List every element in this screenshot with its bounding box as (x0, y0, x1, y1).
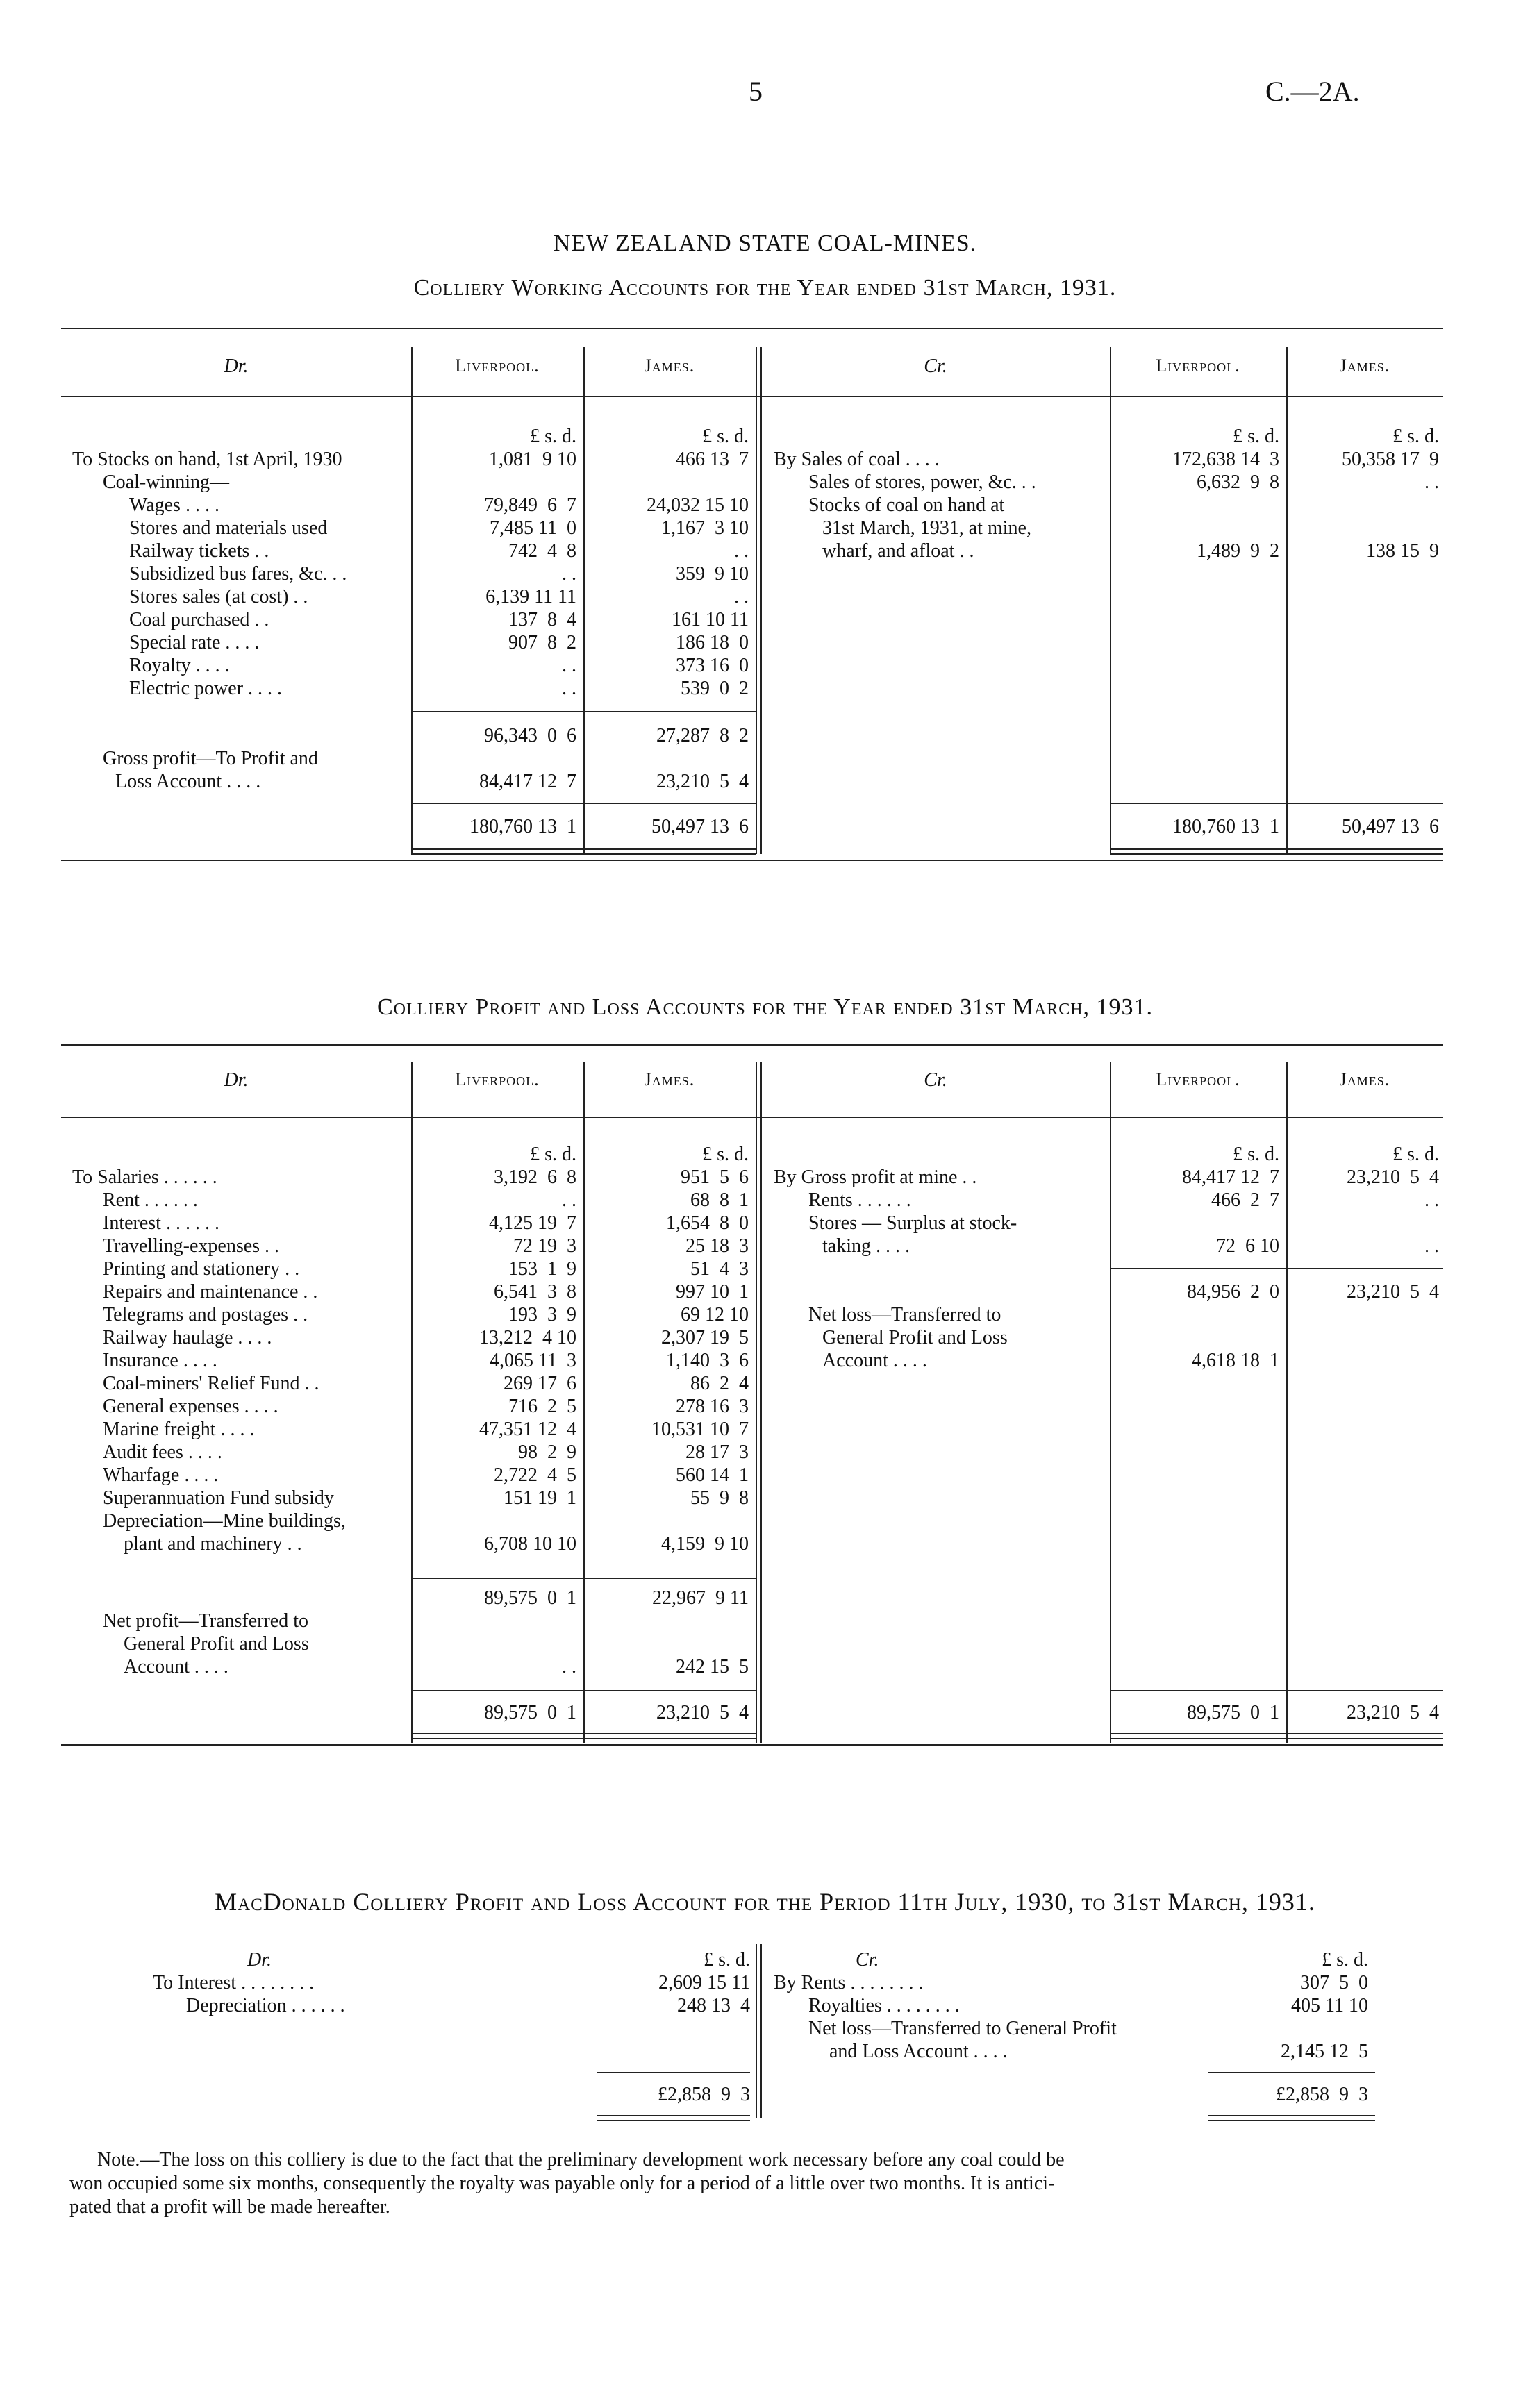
pl-dr-row-label: Coal-miners' Relief Fund . . (103, 1373, 319, 1394)
footnote-line: Note.—The loss on this colliery is due to the fact that the preliminary development work necessary before any coal could be (97, 2149, 1065, 2171)
pl-cr-net-label: Account . . . . (822, 1350, 927, 1371)
working-dr-liverpool-value: . . (562, 678, 576, 699)
working-accounts-title: Colliery Working Accounts for the Year ended 31st March, 1931. (413, 275, 1117, 301)
working-dr-james-value: 359 9 10 (676, 563, 749, 585)
working-dr-gross-label: Gross profit—To Profit and (103, 748, 318, 769)
pl-cr-row-label: taking . . . . (822, 1235, 910, 1257)
pl-dr-james-value: 4,159 9 10 (661, 1533, 749, 1555)
pl-cr-james-total: 23,210 5 4 (1347, 1702, 1439, 1723)
lsd-label: £ s. d. (530, 426, 576, 447)
pl-dr-liverpool-value: 13,212 4 10 (479, 1327, 576, 1348)
pl-dr-james-value: 68 8 1 (690, 1189, 749, 1211)
pl-dr-row-label: To Salaries . . . . . . (72, 1167, 217, 1188)
working-dr-row-label: Coal-winning— (103, 471, 229, 493)
pl-dr-james-value: 51 4 3 (690, 1258, 749, 1280)
macdonald-dr-row-label: To Interest . . . . . . . . (153, 1972, 315, 1993)
pl-dr-row-label: Depreciation—Mine buildings, (103, 1510, 346, 1532)
pl-dr-row-label: Railway haulage . . . . (103, 1327, 272, 1348)
macdonald-dr-value: 248 13 4 (677, 1995, 750, 2016)
pl-dr-liverpool-value: 4,125 19 7 (489, 1212, 576, 1234)
pl-dr-james-subtotal: 22,967 9 11 (652, 1587, 749, 1609)
macdonald-cr-value: 2,145 12 5 (1281, 2041, 1368, 2062)
working-dr-row-label: Special rate . . . . (129, 632, 260, 653)
pl-cr-liverpool-value: 84,417 12 7 (1182, 1167, 1279, 1188)
pl-cr-header: Cr. (924, 1069, 947, 1091)
working-dr-liverpool-value: 137 8 4 (508, 609, 576, 630)
working-cr-liverpool-header: Liverpool. (1156, 356, 1240, 376)
pl-cr-james-header: James. (1339, 1069, 1390, 1089)
pl-accounts-title: Colliery Profit and Loss Accounts for the Year ended 31st March, 1931. (376, 994, 1154, 1020)
footnote-line: pated that a profit will be made hereafter. (69, 2196, 390, 2218)
working-dr-james-subtotal: 27,287 8 2 (656, 725, 749, 746)
pl-dr-liverpool-value: 72 19 3 (513, 1235, 576, 1257)
pl-cr-liverpool-header: Liverpool. (1156, 1069, 1240, 1089)
working-cr-liverpool-value: 172,638 14 3 (1172, 449, 1279, 470)
pl-cr-row-label: By Gross profit at mine . . (774, 1167, 977, 1188)
working-dr-row-label: Royalty . . . . (129, 655, 230, 676)
pl-dr-james-total: 23,210 5 4 (656, 1702, 749, 1723)
working-dr-james-value: . . (734, 540, 749, 562)
working-cr-james-value: . . (1424, 471, 1439, 493)
pl-dr-row-label: Superannuation Fund subsidy (103, 1487, 334, 1509)
pl-dr-liverpool-value: 193 3 9 (508, 1304, 576, 1326)
pl-dr-row-label: Audit fees . . . . (103, 1441, 222, 1463)
working-dr-liverpool-value: 79,849 6 7 (484, 494, 576, 516)
pl-cr-row-label: Rents . . . . . . (808, 1189, 911, 1211)
page-number: 5 (749, 76, 763, 107)
macdonald-cr-total: £2,858 9 3 (1276, 2084, 1368, 2105)
pl-dr-liverpool-net: . . (562, 1656, 576, 1678)
pl-cr-liverpool-value: 466 2 7 (1211, 1189, 1279, 1211)
pl-dr-row-label: Travelling-expenses . . (103, 1235, 280, 1257)
working-dr-james-value: 186 18 0 (676, 632, 749, 653)
working-cr-row-label: By Sales of coal . . . . (774, 449, 940, 470)
pl-dr-liverpool-value: 47,351 12 4 (479, 1419, 576, 1440)
pl-dr-james-value: 1,140 3 6 (666, 1350, 749, 1371)
working-dr-liverpool-value: . . (562, 655, 576, 676)
lsd-label: £ s. d. (1233, 1144, 1279, 1165)
working-dr-james-value: 539 0 2 (681, 678, 749, 699)
working-cr-liverpool-value: 6,632 9 8 (1197, 471, 1279, 493)
working-dr-row-label: Railway tickets . . (129, 540, 269, 562)
working-cr-row-label: wharf, and afloat . . (822, 540, 974, 562)
pl-dr-james-value: 28 17 3 (685, 1441, 749, 1463)
pl-dr-james-net: 242 15 5 (676, 1656, 749, 1678)
page-title: NEW ZEALAND STATE COAL-MINES. (553, 231, 977, 256)
working-cr-liverpool-total: 180,760 13 1 (1172, 816, 1279, 837)
pl-dr-liverpool-value: 98 2 9 (518, 1441, 576, 1463)
pl-dr-james-value: 560 14 1 (676, 1464, 749, 1486)
pl-dr-liverpool-value: 269 17 6 (504, 1373, 576, 1394)
pl-dr-row-label: General expenses . . . . (103, 1396, 278, 1417)
working-dr-james-total: 50,497 13 6 (651, 816, 749, 837)
working-dr-liverpool-value: . . (562, 563, 576, 585)
pl-dr-james-value: 951 5 6 (681, 1167, 749, 1188)
pl-cr-liverpool-total: 89,575 0 1 (1187, 1702, 1279, 1723)
lsd-label: £ s. d. (1392, 426, 1439, 447)
pl-dr-liverpool-subtotal: 89,575 0 1 (484, 1587, 576, 1609)
working-dr-header: Dr. (224, 356, 249, 377)
pl-cr-net-label: Net loss—Transferred to (808, 1304, 1001, 1326)
pl-cr-liverpool-net: 4,618 18 1 (1192, 1350, 1279, 1371)
working-dr-liverpool-value: 907 8 2 (508, 632, 576, 653)
pl-dr-liverpool-value: 4,065 11 3 (490, 1350, 576, 1371)
working-dr-james-gross: 23,210 5 4 (656, 771, 749, 792)
working-dr-liverpool-subtotal: 96,343 0 6 (484, 725, 576, 746)
pl-dr-james-value: 278 16 3 (676, 1396, 749, 1417)
pl-dr-liverpool-value: 3,192 6 8 (494, 1167, 576, 1188)
pl-dr-row-label: Wharfage . . . . (103, 1464, 219, 1486)
pl-dr-liverpool-value: 2,722 4 5 (494, 1464, 576, 1486)
macdonald-cr-row-label: By Rents . . . . . . . . (774, 1972, 924, 1993)
macdonald-dr-header: Dr. (247, 1949, 272, 1971)
working-cr-row-label: Sales of stores, power, &c. . . (808, 471, 1036, 493)
pl-dr-row-label: Repairs and maintenance . . (103, 1281, 318, 1303)
working-dr-james-value: 24,032 15 10 (647, 494, 749, 516)
working-dr-row-label: Wages . . . . (129, 494, 219, 516)
working-dr-row-label: Coal purchased . . (129, 609, 269, 630)
pl-dr-row-label: Insurance . . . . (103, 1350, 217, 1371)
pl-dr-row-label: Rent . . . . . . (103, 1189, 198, 1211)
macdonald-cr-row-label: Royalties . . . . . . . . (808, 1995, 960, 2016)
working-dr-liverpool-value: 1,081 9 10 (489, 449, 576, 470)
lsd-label: £ s. d. (702, 426, 749, 447)
macdonald-dr-total: £2,858 9 3 (658, 2084, 750, 2105)
pl-dr-james-value: 86 2 4 (690, 1373, 749, 1394)
macdonald-dr-row-label: Depreciation . . . . . . (186, 1995, 345, 2016)
working-dr-row-label: Stores sales (at cost) . . (129, 586, 308, 608)
working-dr-liverpool-value: 6,139 11 11 (485, 586, 576, 608)
pl-dr-liverpool-value: 6,541 3 8 (494, 1281, 576, 1303)
working-cr-header: Cr. (924, 356, 947, 377)
macdonald-title: MacDonald Colliery Profit and Loss Account for the Period 11th July, 1930, to 31st March, 1931. (215, 1888, 1315, 1916)
working-dr-liverpool-value: 7,485 11 0 (490, 517, 576, 539)
pl-dr-liverpool-value: 716 2 5 (508, 1396, 576, 1417)
macdonald-cr-row-label: and Loss Account . . . . (829, 2041, 1008, 2062)
working-dr-row-label: Subsidized bus fares, &c. . . (129, 563, 347, 585)
pl-cr-row-label: Stores — Surplus at stock- (808, 1212, 1017, 1234)
pl-dr-james-value: 25 18 3 (685, 1235, 749, 1257)
pl-dr-net-label: Account . . . . (124, 1656, 228, 1678)
lsd-label: £ s. d. (1233, 426, 1279, 447)
pl-dr-liverpool-total: 89,575 0 1 (484, 1702, 576, 1723)
working-dr-liverpool-total: 180,760 13 1 (469, 816, 576, 837)
working-cr-liverpool-value: 1,489 9 2 (1197, 540, 1279, 562)
pl-dr-net-label: Net profit—Transferred to (103, 1610, 309, 1632)
working-dr-james-value: . . (734, 586, 749, 608)
working-dr-liverpool-gross: 84,417 12 7 (479, 771, 576, 792)
pl-cr-james-value: . . (1424, 1235, 1439, 1257)
pl-cr-liverpool-subtotal: 84,956 2 0 (1187, 1281, 1279, 1303)
pl-dr-row-label: Interest . . . . . . (103, 1212, 219, 1234)
macdonald-cr-value: 307 5 0 (1300, 1972, 1368, 1993)
pl-dr-james-value: 10,531 10 7 (651, 1419, 749, 1440)
working-dr-row-label: To Stocks on hand, 1st April, 1930 (72, 449, 342, 470)
pl-dr-james-value: 2,307 19 5 (661, 1327, 749, 1348)
pl-dr-liverpool-value: . . (562, 1189, 576, 1211)
pl-dr-row-label: Printing and stationery . . (103, 1258, 300, 1280)
pl-dr-header: Dr. (224, 1069, 249, 1091)
pl-dr-james-value: 69 12 10 (681, 1304, 749, 1326)
working-dr-row-label: Electric power . . . . (129, 678, 283, 699)
working-cr-row-label: Stocks of coal on hand at (808, 494, 1005, 516)
pl-cr-james-subtotal: 23,210 5 4 (1347, 1281, 1439, 1303)
working-dr-james-value: 373 16 0 (676, 655, 749, 676)
lsd-label: £ s. d. (1392, 1144, 1439, 1165)
pl-dr-james-value: 1,654 8 0 (666, 1212, 749, 1234)
macdonald-cr-row-label: Net loss—Transferred to General Profit (808, 2018, 1117, 2039)
lsd-label: £ s. d. (530, 1144, 576, 1165)
working-cr-james-value: 50,358 17 9 (1342, 449, 1439, 470)
working-cr-james-header: James. (1339, 356, 1390, 376)
macdonald-dr-value: 2,609 15 11 (658, 1972, 750, 1993)
working-dr-james-value: 161 10 11 (672, 609, 749, 630)
working-cr-james-total: 50,497 13 6 (1342, 816, 1439, 837)
pl-dr-liverpool-header: Liverpool. (455, 1069, 540, 1089)
footnote-line: won occupied some six months, consequently the royalty was payable only for a period of a little over two months. It is antici- (69, 2173, 1055, 2194)
pl-cr-net-label: General Profit and Loss (822, 1327, 1008, 1348)
working-dr-gross-label: Loss Account . . . . (115, 771, 261, 792)
pl-cr-james-value: . . (1424, 1189, 1439, 1211)
pl-dr-net-label: General Profit and Loss (124, 1633, 309, 1655)
working-dr-liverpool-header: Liverpool. (455, 356, 540, 376)
pl-dr-row-label: Marine freight . . . . (103, 1419, 255, 1440)
working-dr-row-label: Stores and materials used (129, 517, 328, 539)
working-dr-james-header: James. (644, 356, 695, 376)
working-cr-row-label: 31st March, 1931, at mine, (822, 517, 1031, 539)
working-dr-james-value: 466 13 7 (676, 449, 749, 470)
working-cr-james-value: 138 15 9 (1366, 540, 1439, 562)
pl-dr-james-header: James. (644, 1069, 695, 1089)
working-dr-liverpool-value: 742 4 8 (508, 540, 576, 562)
working-dr-james-value: 1,167 3 10 (661, 517, 749, 539)
macdonald-cr-value: 405 11 10 (1291, 1995, 1368, 2016)
macdonald-cr-header: Cr. (856, 1949, 879, 1971)
pl-cr-james-value: 23,210 5 4 (1347, 1167, 1439, 1188)
pl-dr-james-value: 55 9 8 (690, 1487, 749, 1509)
pl-dr-liverpool-value: 6,708 10 10 (484, 1533, 576, 1555)
lsd-label: £ s. d. (1322, 1949, 1368, 1971)
pl-dr-liverpool-value: 153 1 9 (508, 1258, 576, 1280)
pl-dr-row-label: Telegrams and postages . . (103, 1304, 308, 1326)
pl-cr-liverpool-value: 72 6 10 (1216, 1235, 1279, 1257)
page-reference: C.—2A. (1265, 76, 1360, 107)
pl-dr-james-value: 997 10 1 (676, 1281, 749, 1303)
lsd-label: £ s. d. (704, 1949, 750, 1971)
pl-dr-row-label: plant and machinery . . (124, 1533, 302, 1555)
pl-dr-liverpool-value: 151 19 1 (504, 1487, 576, 1509)
lsd-label: £ s. d. (702, 1144, 749, 1165)
